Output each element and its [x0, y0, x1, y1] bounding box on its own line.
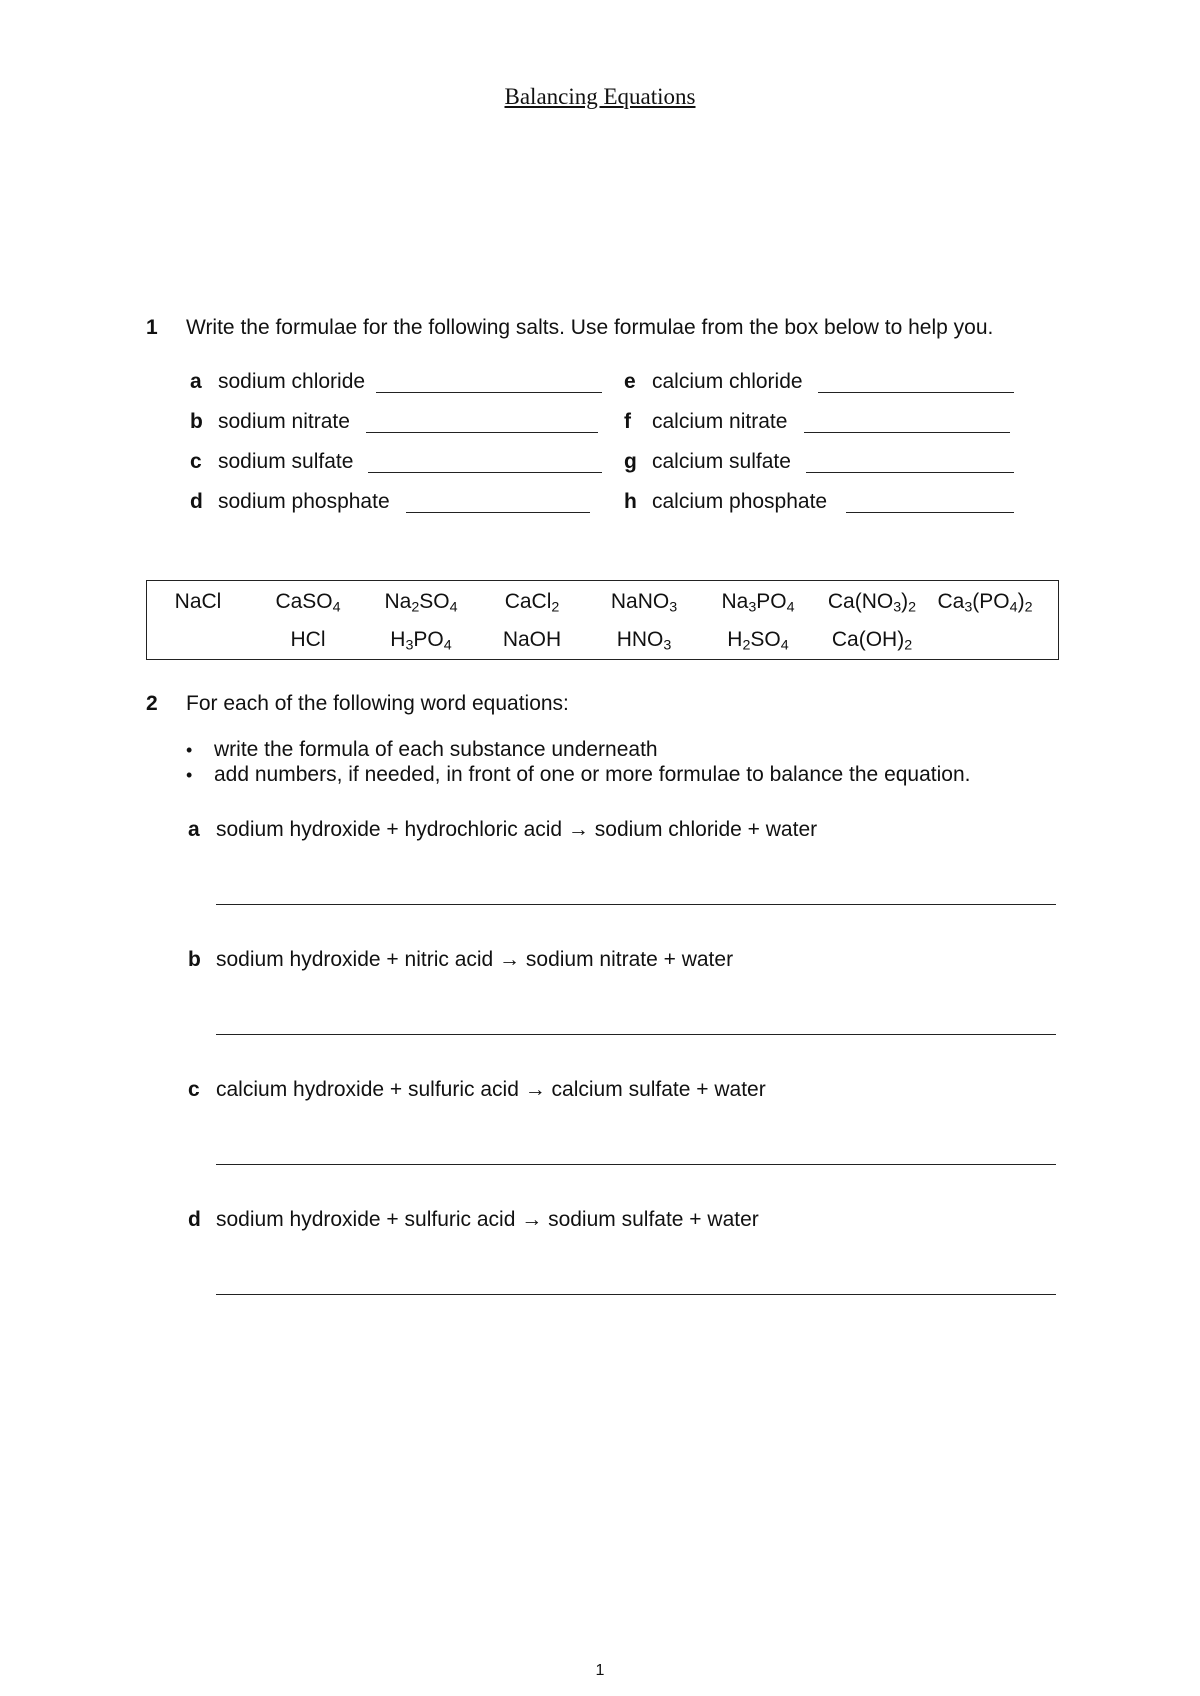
- answer-blank-h[interactable]: [846, 512, 1014, 513]
- q1-item-c: [190, 450, 353, 474]
- equation-letter: c: [188, 1078, 200, 1101]
- question-1-number: 1: [146, 316, 158, 339]
- formula-cell: $H_2SO_4$: [727, 628, 789, 654]
- item-letter: a: [190, 370, 202, 393]
- answer-blank-e[interactable]: [818, 392, 1014, 393]
- formula-cell: CaSO$_4$: [275, 590, 341, 616]
- formula-cell: CaCl$_2$: [504, 590, 560, 616]
- formula-cell: HCl: [290, 628, 326, 651]
- equation-b: [188, 948, 733, 972]
- formula-cell: $H_3PO_4$: [390, 628, 452, 654]
- q1-item-f: [624, 410, 787, 434]
- item-letter: e: [624, 370, 636, 393]
- equation-letter: a: [188, 818, 200, 841]
- equation-letter: d: [188, 1208, 201, 1231]
- item-label: calcium chloride: [652, 370, 803, 393]
- q1-item-g: [624, 450, 791, 474]
- answer-line-b[interactable]: [216, 1034, 1056, 1035]
- answer-blank-g[interactable]: [806, 472, 1014, 473]
- formula-cell: $Ca_3(PO_4)_2$: [937, 590, 1033, 616]
- q1-item-a: [190, 370, 365, 394]
- item-letter: g: [624, 450, 637, 473]
- answer-blank-c[interactable]: [368, 472, 602, 473]
- answer-line-d[interactable]: [216, 1294, 1056, 1295]
- item-label: sodium chloride: [218, 370, 366, 393]
- answer-blank-d[interactable]: [406, 512, 590, 513]
- q1-item-e: [624, 370, 803, 394]
- item-letter: b: [190, 410, 203, 433]
- question-2-number: 2: [146, 692, 158, 715]
- formula-cell: $Ca(NO_3)_2$: [827, 590, 917, 616]
- formula-cell: NaOH: [502, 628, 562, 651]
- equation-text: calcium hydroxide + sulfuric acid → calcium sulfate + water: [216, 1078, 766, 1101]
- item-letter: c: [190, 450, 202, 473]
- item-label: calcium nitrate: [652, 410, 788, 433]
- equation-text: sodium hydroxide + hydrochloric acid → sodium chloride + water: [216, 818, 818, 841]
- bullet-text: add numbers, if needed, in front of one or more formulae to balance the equation.: [214, 763, 971, 786]
- equation-text: sodium hydroxide + nitric acid → sodium nitrate + water: [216, 948, 734, 971]
- formula-cell: $Na_2SO_4$: [384, 590, 458, 616]
- page-number: 1: [595, 1662, 605, 1679]
- instruction-bullet: [186, 763, 970, 787]
- item-letter: d: [190, 490, 203, 513]
- bullet-dot-icon: •: [186, 740, 193, 760]
- q1-item-b: [190, 410, 350, 434]
- answer-line-a[interactable]: [216, 904, 1056, 905]
- formula-cell: NaNO$_3$: [610, 590, 678, 616]
- equation-d: [188, 1208, 759, 1232]
- instruction-bullet: [186, 738, 658, 762]
- q1-item-d: [190, 490, 390, 514]
- q1-item-h: [624, 490, 827, 514]
- item-label: sodium sulfate: [218, 450, 354, 473]
- item-label: calcium phosphate: [652, 490, 828, 513]
- equation-c: [188, 1078, 766, 1102]
- item-label: calcium sulfate: [652, 450, 791, 473]
- equation-letter: b: [188, 948, 201, 971]
- item-label: sodium phosphate: [218, 490, 390, 513]
- equation-a: [188, 818, 817, 842]
- bullet-dot-icon: •: [186, 765, 193, 785]
- item-letter: f: [624, 410, 631, 433]
- answer-line-c[interactable]: [216, 1164, 1056, 1165]
- answer-blank-b[interactable]: [366, 432, 598, 433]
- equation-text: sodium hydroxide + sulfuric acid → sodium sulfate + water: [216, 1208, 759, 1231]
- item-letter: h: [624, 490, 637, 513]
- answer-blank-a[interactable]: [376, 392, 602, 393]
- bullet-text: write the formula of each substance underneath: [214, 738, 658, 761]
- item-label: sodium nitrate: [218, 410, 350, 433]
- formula-cell: NaCl: [174, 590, 222, 613]
- question-2-text: For each of the following word equations:: [186, 692, 569, 715]
- formula-cell: $HNO_3$: [616, 628, 672, 654]
- page-title: Balancing Equations: [504, 84, 696, 109]
- formula-cell: $Na_3PO_4$: [721, 590, 795, 616]
- question-1-text: Write the formulae for the following salts. Use formulae from the box below to help you.: [186, 316, 994, 339]
- answer-blank-f[interactable]: [804, 432, 1010, 433]
- formula-cell: $Ca(OH)_2$: [831, 628, 913, 654]
